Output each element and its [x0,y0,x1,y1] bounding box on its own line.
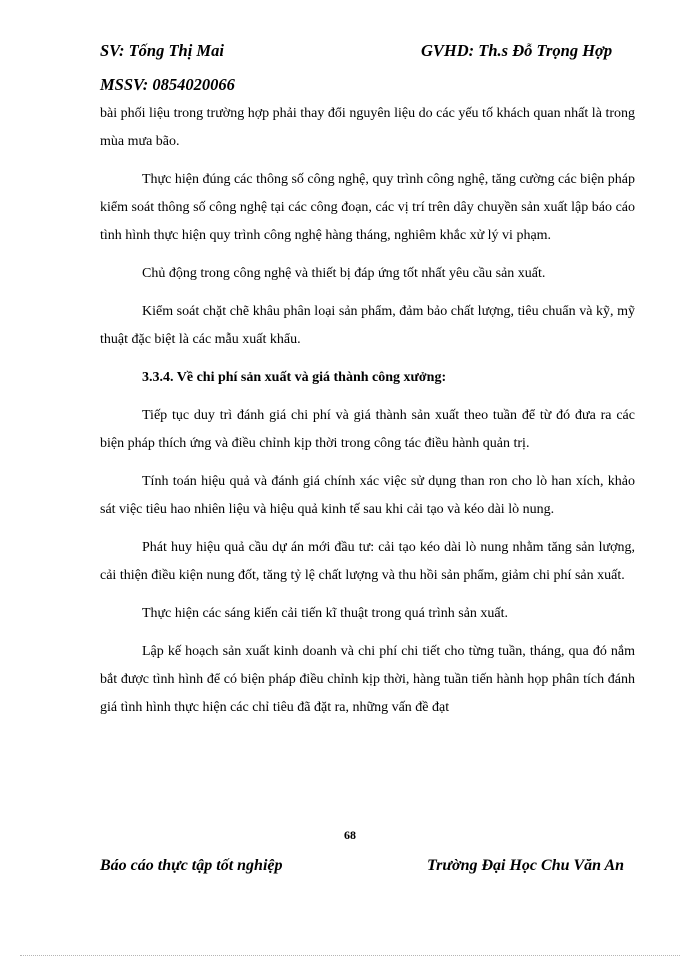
paragraph: Lập kế hoạch sản xuất kinh doanh và chi phí chi tiết cho từng tuần, tháng, qua đó nắm bắt được tình hình để có biện pháp điều chỉnh kịp thời, hàng tuần tiến hành họp phân tích đánh giá tình hình thực hiện các chỉ tiêu đã đặt ra, những vấn đề đạt [100,644,635,715]
page-break-divider [20,955,680,956]
page-body [100,100,635,732]
paragraph: Thực hiện các sáng kiến cải tiến kĩ thuật trong quá trình sản xuất. [142,606,509,621]
paragraph: Tính toán hiệu quả và đánh giá chính xác việc sử dụng than ron cho lò han xích, khảo sát việc tiêu hao nhiên liệu và hiệu quả kinh tế sau khi cải tạo và kéo dài lò nung. [100,474,635,517]
paragraph: Thực hiện đúng các thông số công nghệ, quy trình công nghệ, tăng cường các biện pháp kiểm soát thông số công nghệ tại các công đoạn, các vị trí trên dây chuyền sản xuất lập báo cáo tình hình thực hiện quy trình công nghệ hàng tháng, nghiêm khắc xử lý vi phạm. [100,172,636,243]
paragraph: Chủ động trong công nghệ và thiết bị đáp ứng tốt nhất yêu cầu sản xuất. [142,266,546,281]
paragraph: Phát huy hiệu quả cầu dự án mới đầu tư: cải tạo kéo dài lò nung nhằm tăng sản lượng, cải thiện điều kiện nung đốt, tăng tỷ lệ chất lượng và thu hồi sản phẩm, giảm chi phí sản xuất. [100,540,635,583]
page-number: 68 [344,828,356,842]
paragraph: Tiếp tục duy trì đánh giá chi phí và giá thành sản xuất theo tuần để từ đó đưa ra các biện pháp thích ứng và điều chỉnh kịp thời trong công tác điều hành quản trị. [100,408,635,451]
student-name: SV: Tống Thị Mai [100,41,224,60]
paragraph: bài phối liệu trong trường hợp phải thay đổi nguyên liệu do các yếu tố khách quan nhất là trong mùa mưa bão. [100,106,635,149]
footer-report-title: Báo cáo thực tập tốt nghiệp [100,857,283,874]
supervisor-name: GVHD: Th.s Đỗ Trọng Hợp [421,41,613,60]
section-heading: 3.3.4. Về chi phí sản xuất và giá thành công xưởng: [142,370,447,385]
footer-university: Trường Đại Học Chu Văn An [427,857,625,874]
student-id: MSSV: 0854020066 [100,75,235,94]
paragraph: Kiểm soát chặt chẽ khâu phân loại sản phẩm, đảm bảo chất lượng, tiêu chuẩn và kỹ, mỹ thuật đặc biệt là các mẫu xuất khẩu. [100,304,635,347]
